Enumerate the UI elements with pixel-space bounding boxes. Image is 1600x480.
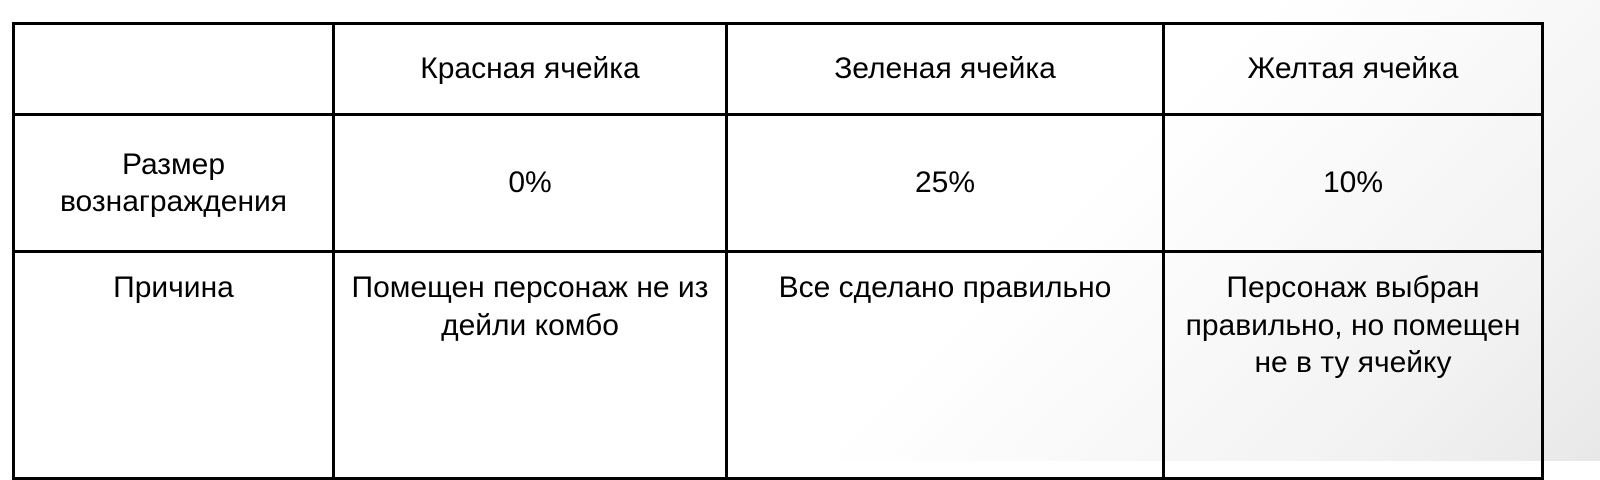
table-header-green-label: Зеленая ячейка [834,52,1056,86]
table-row [14,252,1543,479]
row-label-reason [14,252,334,479]
cell-reason-yellow-text: Персонаж выбран правильно, но помещен не в ту ячейку [1185,271,1521,379]
cell-reason-red [334,252,727,479]
cell-reward-size-yellow [1164,115,1543,252]
reward-table-container [12,22,1541,480]
row-label-reward-size-text: Размер вознаграждения [59,147,288,218]
table-header-yellow-cell [1164,24,1543,115]
table-header-red-label: Красная ячейка [420,52,640,86]
table-header-corner-cell [14,24,334,115]
row-label-reason-text: Причина [113,271,234,304]
cell-reason-red-text: Помещен персонаж не из дейли комбо [351,271,709,342]
table-header-row [14,24,1543,115]
reward-table [12,22,1544,480]
cell-reward-size-green [727,115,1164,252]
table-header-yellow-label: Желтая ячейка [1247,52,1459,86]
table-header-green-cell [727,24,1164,115]
cell-reason-green-text: Все сделано правильно [778,271,1112,304]
table-row [14,115,1543,252]
table-header-red-cell [334,24,727,115]
row-label-reward-size [14,115,334,252]
cell-reward-size-red [334,115,727,252]
cell-reason-green [727,252,1164,479]
cell-reward-size-green-text: 25% [914,166,976,200]
cell-reason-yellow [1164,252,1543,479]
cell-reward-size-yellow-text: 10% [1322,166,1384,200]
cell-reward-size-red-text: 0% [508,166,552,200]
